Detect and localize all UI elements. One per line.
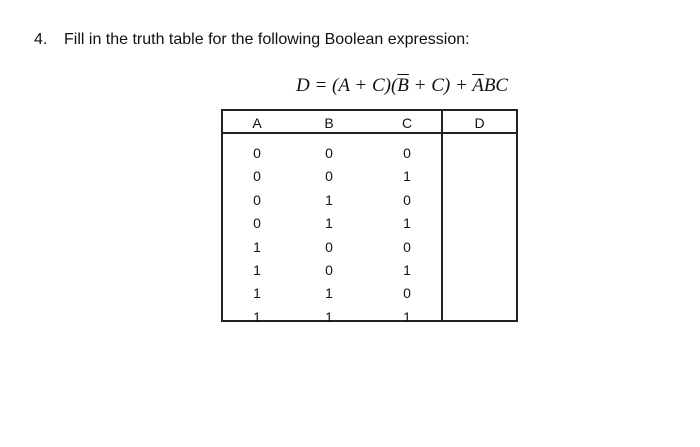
table-cell: 1 [253,308,261,325]
table-row [223,282,441,305]
output-cell[interactable] [443,142,516,165]
table-cell: 1 [403,168,411,185]
output-cell[interactable] [443,259,516,282]
table-row [223,236,441,259]
table-cell: 0 [325,168,333,185]
table-row [223,259,441,282]
table-cell: 1 [325,215,333,232]
output-cell[interactable] [443,189,516,212]
output-cell[interactable] [443,212,516,235]
table-cell: 1 [253,285,261,302]
truth-table [221,109,518,325]
header-b: B [324,115,334,131]
output-column [443,111,516,320]
table-cell: 1 [325,308,333,325]
output-cell[interactable] [443,282,516,305]
table-row [223,189,441,212]
table-cell: 0 [325,238,333,255]
header-d: D [474,115,485,131]
table-cell: 0 [325,262,333,278]
table-cell: 0 [253,191,261,208]
table-cell: 1 [253,238,261,255]
header-row-output [443,111,516,134]
table-row [223,212,441,235]
table-cell: 0 [403,191,411,208]
table-cell: 1 [325,285,333,302]
table-cell: 0 [253,168,261,185]
output-cell[interactable] [443,236,516,259]
table-cell: 1 [253,262,261,278]
boolean-expression: $D = (A + C)(\overline{B} + C) + \overline{A}BC$ [296,75,509,96]
header-row [223,111,441,134]
table-cell: 1 [403,215,411,232]
table-cell: 0 [403,285,411,302]
question [34,30,470,50]
question-text: Fill in the truth table for the following Boolean expression: [64,31,470,48]
output-cell[interactable] [443,165,516,188]
header-a: A [252,115,262,131]
header-c: C [401,115,413,131]
table-cell: 0 [325,145,333,161]
table-row [223,142,441,165]
question-number: 4. [34,31,48,48]
input-columns [223,111,443,325]
table-cell: 1 [325,191,333,208]
table-cell: 0 [253,215,261,232]
table-cell: 1 [403,262,411,278]
table-cell: 1 [403,308,411,325]
table-cell: 0 [403,238,411,255]
table-cell: 0 [403,145,411,161]
table-cell: 0 [253,145,261,161]
table-row [223,306,441,329]
output-cell[interactable] [443,306,516,329]
table-row [223,165,441,188]
